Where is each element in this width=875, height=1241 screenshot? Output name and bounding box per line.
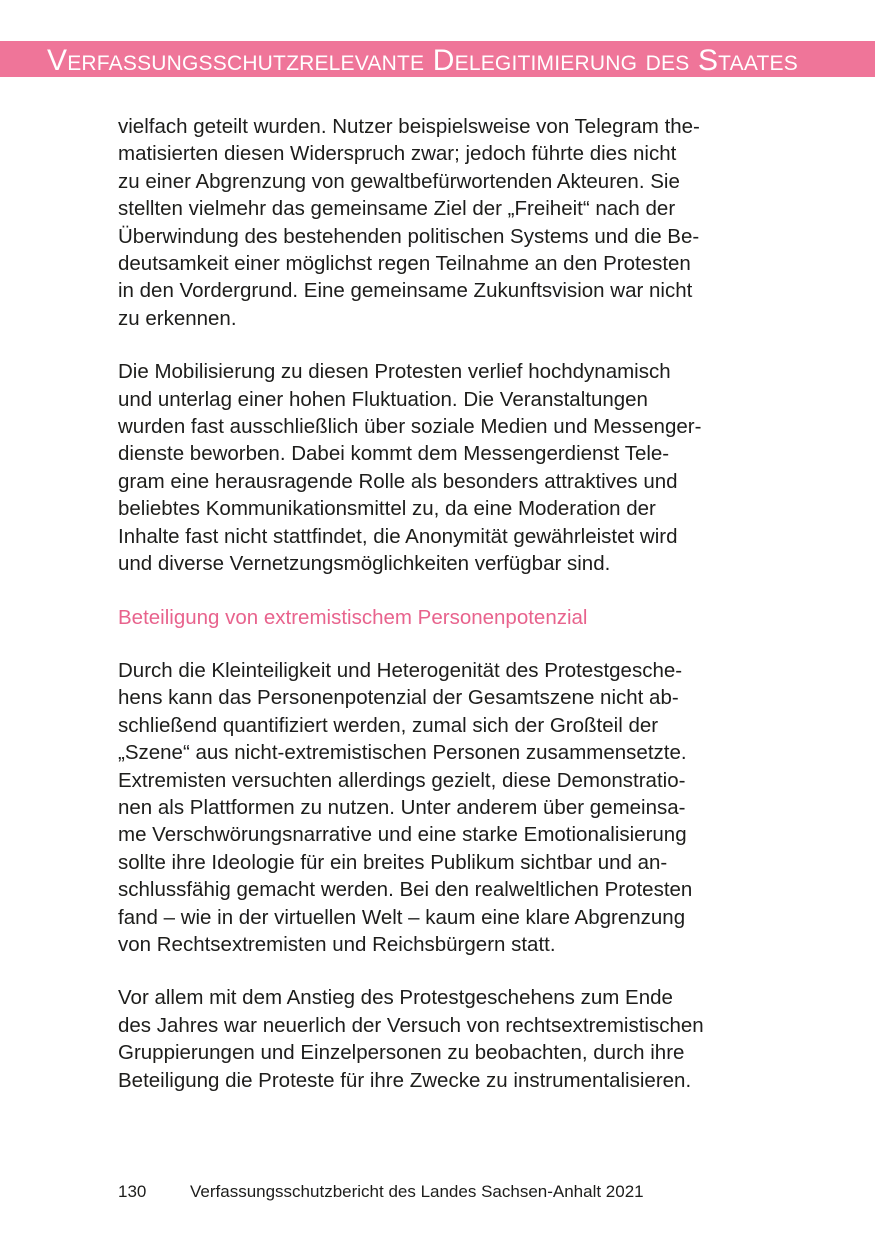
text-line: Extremisten versuchten allerdings gezielt, diese Demonstratio- [118, 768, 686, 792]
paragraph-4 [118, 984, 758, 1094]
text-line: nen als Plattformen zu nutzen. Unter anderem über gemeinsa- [118, 795, 686, 819]
text-line: Überwindung des bestehenden politischen Systems und die Be- [118, 224, 700, 248]
text-line: matisierten diesen Widerspruch zwar; jedoch führte dies nicht [118, 142, 677, 166]
text-line: zu erkennen. [118, 306, 237, 330]
paragraph-1 [118, 113, 758, 332]
text-line: hens kann das Personenpotenzial der Gesamtszene nicht ab- [118, 686, 679, 710]
text-line: stellten vielmehr das gemeinsame Ziel der „Freiheit“ nach der [118, 197, 676, 221]
text-line: wurden fast ausschließlich über soziale Medien und Messenger- [118, 415, 702, 439]
text-line: gram eine herausragende Rolle als besonders attraktives und [118, 469, 678, 493]
running-header-title: Verfassungsschutzrelevante Delegitimierung des Staates [47, 44, 798, 77]
page-number: 130 [118, 1182, 147, 1201]
text-line: und diverse Vernetzungsmöglichkeiten verfügbar sind. [118, 552, 611, 576]
text-line: beliebtes Kommunikationsmittel zu, da eine Moderation der [118, 497, 656, 521]
text-line: me Verschwörungsnarrative und eine starke Emotionalisierung [118, 823, 687, 847]
text-line: schlussfähig gemacht werden. Bei den realweltlichen Protesten [118, 878, 693, 902]
text-line: Vor allem mit dem Anstieg des Protestgeschehens zum Ende [118, 986, 673, 1010]
page-body [118, 113, 758, 1094]
paragraph-3 [118, 657, 758, 958]
text-line: Inhalte fast nicht stattfindet, die Anonymität gewährleistet wird [118, 524, 678, 548]
text-line: vielfach geteilt wurden. Nutzer beispielsweise von Telegram the- [118, 115, 700, 138]
text-line: Durch die Kleinteiligkeit und Heterogenität des Protestgesche- [118, 658, 683, 682]
text-line: von Rechtsextremisten und Reichsbürgern statt. [118, 932, 556, 956]
text-line: Die Mobilisierung zu diesen Protesten verlief hochdynamisch [118, 360, 671, 384]
publication-title: Verfassungsschutzbericht des Landes Sachsen-Anhalt 2021 [190, 1182, 644, 1201]
paragraph-2 [118, 358, 758, 577]
text-line: des Jahres war neuerlich der Versuch von rechtsextremistischen [118, 1013, 704, 1037]
section-subheading: Beteiligung von extremistischem Personenpotenzial [118, 605, 588, 629]
text-line: sollte ihre Ideologie für ein breites Publikum sichtbar und an- [118, 850, 668, 874]
text-line: in den Vordergrund. Eine gemeinsame Zukunftsvision war nicht [118, 279, 693, 303]
text-line: fand – wie in der virtuellen Welt – kaum eine klare Abgrenzung [118, 905, 686, 929]
text-line: schließend quantifiziert werden, zumal sich der Großteil der [118, 713, 659, 737]
page-footer [118, 1181, 644, 1203]
text-line: Beteiligung die Proteste für ihre Zwecke zu instrumentalisieren. [118, 1068, 692, 1092]
text-line: dienste beworben. Dabei kommt dem Messengerdienst Tele- [118, 442, 670, 466]
text-line: deutsamkeit einer möglichst regen Teilnahme an den Protesten [118, 252, 691, 276]
text-line: „Szene“ aus nicht-extremistischen Personen zusammensetzte. [118, 741, 687, 765]
text-line: zu einer Abgrenzung von gewaltbefürwortenden Akteuren. Sie [118, 169, 680, 193]
text-line: Gruppierungen und Einzelpersonen zu beobachten, durch ihre [118, 1041, 685, 1065]
text-line: und unterlag einer hohen Fluktuation. Die Veranstaltungen [118, 387, 648, 411]
